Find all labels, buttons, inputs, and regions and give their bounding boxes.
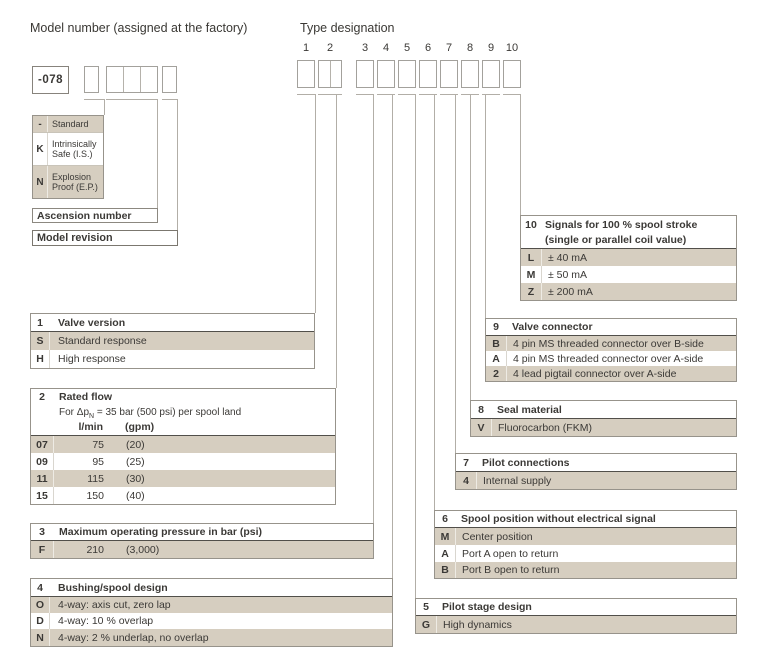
option-code: O — [31, 597, 50, 613]
option-code: 11 — [31, 470, 54, 487]
option-label: High dynamics — [443, 618, 512, 631]
flow-lmin: 150 — [86, 489, 104, 502]
position-number-4: 4 — [382, 42, 390, 54]
table-row — [33, 116, 103, 132]
connector-line — [520, 94, 521, 215]
connector-line — [106, 99, 158, 100]
flow-gpm: (30) — [126, 472, 145, 485]
option-label: Explosion Proof (E.P.) — [52, 171, 98, 192]
option-label: Center position — [462, 530, 533, 543]
option-code: - — [33, 116, 48, 132]
option-code: 09 — [31, 453, 54, 470]
option-code: M — [435, 528, 456, 545]
connector-line — [315, 94, 316, 313]
connector-line — [356, 94, 374, 95]
table-row — [435, 545, 736, 562]
option-code: 07 — [31, 436, 54, 453]
option-code: H — [31, 350, 50, 368]
type-box-2-cell — [319, 61, 331, 87]
pressure-table — [30, 523, 374, 559]
option-label: ± 200 mA — [548, 285, 593, 298]
table-title: Valve connector — [512, 321, 593, 333]
option-label: Internal supply — [483, 474, 552, 487]
table-row — [31, 613, 392, 629]
table-row — [521, 249, 736, 266]
table-title: Pilot stage design — [442, 601, 532, 613]
flow-gpm: (25) — [126, 455, 145, 468]
type-box-8 — [461, 60, 479, 88]
option-label: 4 lead pigtail connector over A-side — [513, 367, 677, 380]
connector-line — [434, 94, 435, 510]
seal-material-table — [470, 400, 737, 437]
flow-lmin: 95 — [92, 455, 104, 468]
rated-flow-table — [30, 388, 336, 505]
option-code: D — [31, 613, 50, 629]
table-row — [486, 336, 736, 351]
table-title: Seal material — [497, 403, 562, 416]
connector-line — [455, 94, 456, 453]
table-title: Signals for 100 % spool stroke (single or parallel coil value) — [545, 219, 698, 246]
ascension-cell — [124, 67, 141, 92]
table-row — [435, 528, 736, 545]
table-row — [31, 332, 314, 350]
option-code: N — [33, 166, 48, 198]
type-box-5 — [398, 60, 416, 88]
type-box-1 — [297, 60, 315, 88]
table-row — [33, 165, 103, 198]
safety-code-box — [84, 66, 99, 93]
option-label: ± 50 mA — [548, 268, 588, 281]
option-code: Z — [521, 283, 542, 300]
column-header-lmin: l/min — [78, 421, 103, 433]
pressure-psi: (3,000) — [126, 543, 160, 556]
connector-line — [373, 94, 374, 523]
table-row — [521, 283, 736, 300]
option-label: 4-way: axis cut, zero lap — [58, 599, 171, 611]
connector-line — [157, 99, 158, 208]
option-label: 4 pin MS threaded connector over A-side — [513, 352, 704, 365]
table-number: 1 — [37, 316, 43, 329]
table-number: 7 — [463, 456, 469, 469]
type-box-2 — [318, 60, 342, 88]
model-revision-box — [162, 66, 177, 93]
table-row — [416, 616, 736, 633]
option-code: G — [416, 616, 437, 633]
table-number: 6 — [442, 513, 448, 525]
table-title: Spool position without electrical signal — [461, 513, 656, 525]
valve-connector-table — [485, 318, 737, 382]
position-number-7: 7 — [445, 42, 453, 54]
ascension-cell — [107, 67, 124, 92]
model-number-heading: Model number (assigned at the factory) — [30, 21, 248, 35]
option-code: 4 — [456, 472, 477, 489]
option-label: Fluorocarbon (FKM) — [498, 421, 592, 434]
table-row — [471, 419, 736, 436]
table-title: Pilot connections — [482, 456, 570, 469]
connector-line — [84, 99, 105, 100]
table-row — [31, 350, 314, 368]
table-number: 8 — [478, 403, 484, 416]
type-box-4 — [377, 60, 395, 88]
option-label: 4-way: 10 % overlap — [58, 615, 154, 627]
option-label: Standard response — [58, 335, 147, 347]
ascension-number-label: Ascension number — [32, 208, 158, 223]
flow-gpm: (40) — [126, 489, 145, 502]
table-row — [31, 629, 392, 646]
table-number: 10 — [525, 219, 537, 231]
table-title: Valve version — [58, 316, 126, 329]
type-box-10 — [503, 60, 521, 88]
option-code: L — [521, 249, 542, 266]
model-revision-label: Model revision — [32, 230, 178, 246]
connector-line — [392, 94, 393, 578]
ascension-cell — [141, 67, 157, 92]
table-title: Rated flow — [59, 390, 113, 403]
table-row — [31, 470, 335, 487]
table-number: 2 — [39, 390, 45, 403]
spool-position-table — [434, 510, 737, 579]
option-label: 4 pin MS threaded connector over B-side — [513, 337, 704, 350]
ascension-number-box — [106, 66, 158, 93]
type-box-3 — [356, 60, 374, 88]
option-code: K — [33, 133, 48, 165]
type-box-2-cell — [331, 61, 342, 87]
type-designation-heading: Type designation — [300, 21, 395, 35]
connector-line — [336, 94, 337, 388]
table-row — [486, 366, 736, 381]
connector-line — [177, 99, 178, 230]
pilot-connections-table — [455, 453, 737, 490]
table-number: 5 — [423, 601, 429, 613]
signals-table — [520, 215, 737, 301]
connector-line — [470, 94, 471, 400]
option-label: Intrinsically Safe (I.S.) — [52, 138, 97, 159]
valve-version-table — [30, 313, 315, 369]
table-row — [31, 453, 335, 470]
option-code: V — [471, 419, 492, 436]
type-box-9 — [482, 60, 500, 88]
connector-line — [398, 94, 416, 95]
position-number-10: 10 — [505, 42, 519, 54]
position-number-1: 1 — [302, 42, 310, 54]
option-label: ± 40 mA — [548, 251, 588, 264]
connector-line — [318, 94, 342, 95]
option-label: High response — [58, 353, 126, 365]
table-row — [31, 541, 373, 558]
table-row — [456, 472, 736, 489]
flow-lmin: 115 — [87, 472, 104, 485]
option-label: Standard — [52, 118, 89, 129]
safety-option-table — [32, 115, 104, 199]
option-label: 4-way: 2 % underlap, no overlap — [58, 631, 209, 644]
table-row — [31, 597, 392, 613]
connector-line — [415, 94, 416, 598]
connector-line — [485, 94, 486, 318]
option-code: 2 — [486, 366, 507, 381]
table-row — [486, 351, 736, 366]
option-code: S — [31, 332, 50, 350]
connector-line — [162, 99, 178, 100]
option-label: Port B open to return — [462, 564, 560, 576]
flow-gpm: (20) — [126, 438, 145, 451]
position-number-9: 9 — [487, 42, 495, 54]
table-title: Bushing/spool design — [58, 581, 168, 594]
type-box-7 — [440, 60, 458, 88]
connector-line — [503, 94, 521, 95]
option-code: N — [31, 629, 50, 646]
flow-note: For Δp $_N$ = 35 bar (500 psi) per spool land — [59, 407, 242, 420]
option-code: A — [435, 545, 456, 562]
pilot-stage-table — [415, 598, 737, 634]
option-code: F — [31, 541, 54, 558]
factory-code-box: -078 — [32, 66, 69, 94]
table-row — [31, 487, 335, 504]
table-row — [521, 266, 736, 283]
connector-line — [297, 94, 316, 95]
table-row — [31, 436, 335, 453]
position-number-8: 8 — [466, 42, 474, 54]
option-label: Port A open to return — [462, 547, 559, 560]
table-number: 9 — [493, 321, 499, 333]
option-code: B — [435, 562, 456, 578]
option-code: B — [486, 336, 507, 351]
position-number-5: 5 — [403, 42, 411, 54]
option-code: M — [521, 266, 542, 283]
position-number-6: 6 — [424, 42, 432, 54]
bushing-spool-table — [30, 578, 393, 647]
table-row — [435, 562, 736, 578]
table-number: 3 — [39, 526, 45, 538]
connector-line — [104, 99, 105, 115]
pressure-bar: 210 — [86, 543, 104, 556]
option-code: A — [486, 351, 507, 366]
type-box-6 — [419, 60, 437, 88]
table-number: 4 — [37, 581, 43, 594]
position-number-2: 2 — [326, 42, 334, 54]
column-header-gpm: (gpm) — [125, 421, 155, 433]
position-number-3: 3 — [361, 42, 369, 54]
table-row — [33, 132, 103, 165]
option-code: 15 — [31, 487, 54, 504]
flow-lmin: 75 — [92, 438, 104, 451]
table-title: Maximum operating pressure in bar (psi) — [59, 526, 263, 538]
